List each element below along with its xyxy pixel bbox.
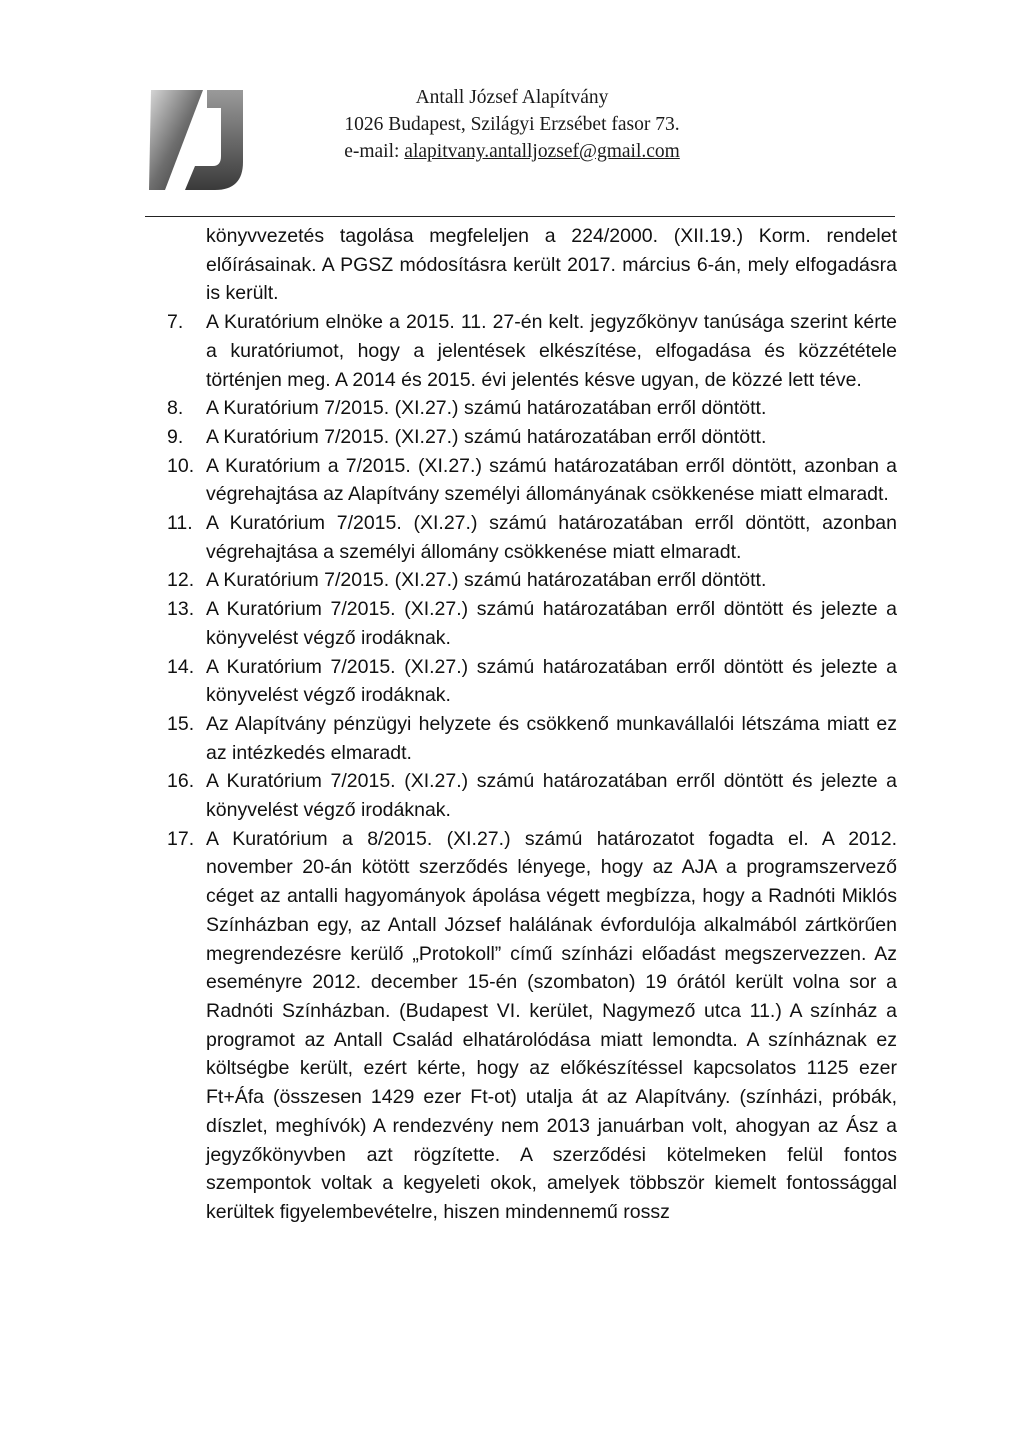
list-item [167, 653, 897, 710]
list-item [167, 710, 897, 767]
list-item-text: A Kuratórium 7/2015. (XI.27.) számú határozatában erről döntött, azonban végrehajtása a személyi állomány csökkenése miatt elmaradt. [206, 512, 897, 563]
organization-name: Antall József Alapítvány [415, 87, 609, 108]
list-item [167, 452, 897, 509]
list-item-number: 11. [167, 512, 193, 535]
email-line [0, 138, 1024, 165]
list-item-number: 12. [167, 569, 195, 592]
list-item [167, 394, 897, 423]
email-label: e-mail: [344, 141, 400, 162]
list-item-text: A Kuratórium 7/2015. (XI.27.) számú határozatában erről döntött és jelezte a könyvelést végző irodáknak. [206, 655, 897, 707]
list-item-text: A Kuratórium 7/2015. (XI.27.) számú határozatában erről döntött és jelezte a könyvelést végző irodáknak. [206, 598, 897, 649]
list-item-number: 7. [167, 311, 184, 334]
header-divider [145, 216, 895, 217]
organization-address: 1026 Budapest, Szilágyi Erzsébet fasor 73. [344, 114, 680, 135]
list-item-number: 8. [167, 397, 184, 420]
list-item [167, 767, 897, 824]
list-item-text: A Kuratórium 7/2015. (XI.27.) számú határozatában erről döntött és jelezte a könyvelést végző irodáknak. [206, 770, 897, 822]
list-item-number: 13. [167, 598, 195, 621]
list-item-number [167, 222, 206, 308]
list-item-text: A Kuratórium a 7/2015. (XI.27.) számú határozatában erről döntött, azonban a végrehajtása az Alapítvány személyi állományának csökkenése miatt elmaradt. [206, 454, 897, 506]
list-item-text: Az Alapítvány pénzügyi helyzete és csökkenő munkavállalói létszáma miatt ez az intézkedés elmaradt. [206, 712, 897, 764]
list-item-text: A Kuratórium 7/2015. (XI.27.) számú határozatában erről döntött. [206, 569, 767, 592]
list-item-text: könyvvezetés tagolása megfeleljen a 224/2000. (XII.19.) Korm. rendelet előírásainak. A PGSZ módosításra került 2017. március 6-án, mely elfogadásra is került. [206, 225, 897, 305]
list-item [167, 566, 897, 595]
list-item-text: A Kuratórium elnöke a 2015. 11. 27-én kelt. jegyzőkönyv tanúsága szerint kérte a kuratóriumot, hogy a jelentések elkészítése, elfogadása és közzététele történjen meg. A 2014 és 2015. évi jelentés késve ugyan, de közzé lett téve. [206, 311, 897, 391]
list-item-number: 15. [167, 712, 195, 735]
list-item [167, 825, 897, 1227]
list-item-number: 17. [167, 827, 195, 850]
email-link[interactable]: alapitvany.antalljozsef@gmail.com [404, 141, 680, 162]
list-item-text: A Kuratórium a 8/2015. (XI.27.) számú határozatot fogadta el. A 2012. november 20-án kötött szerződés lényege, hogy az AJA a programszervező céget az antalli hagyományok ápolása végett megbízza, hogy a Radnóti Miklós Színházban egy, az Antall József halálának évfordulója alkalmából zártkörűen megrendezésre kerülő „Protokoll” című színházi előadást megszervezzen. Az eseményre 2012. december 15-én (szombaton) 19 órától került volna sor a Radnóti Színházban. (Budapest VI. kerület, Nagymező utca 11.) A színház a programot az Antall Család elhatárolódása miatt lemondta. A színháznak ez költségbe került, ezért kérte, hogy az előkészítéssel kapcsolatos 1125 ezer Ft+Áfa (összesen 1429 ezer Ft-ot) utalja át az Alapítvány. (színházi, próbák, díszlet, meghívók) A rendezvény nem 2013 januárban volt, ahogyan az Ász a jegyzőkönyvben azt rögzítette. A szerződési kötelmeken felül fontos szempontok voltak a kegyeleti okok, amelyek többször kiemelt fontossággal kerültek figyelembevételre, hiszen mindennemű rossz [206, 827, 897, 1223]
list-item [167, 308, 897, 394]
list-item-number: 14. [167, 655, 195, 678]
document-body [167, 222, 897, 1227]
list-item [167, 509, 897, 566]
list-item [167, 222, 897, 308]
list-item-text: A Kuratórium 7/2015. (XI.27.) számú határozatában erről döntött. [206, 397, 767, 420]
list-item [167, 595, 897, 652]
letterhead [0, 84, 1024, 165]
list-item-number: 16. [167, 770, 195, 793]
list-item-number: 9. [167, 425, 184, 448]
list-item-number: 10. [167, 454, 195, 477]
list-item [167, 423, 897, 452]
list-item-text: A Kuratórium 7/2015. (XI.27.) számú határozatában erről döntött. [206, 425, 767, 448]
